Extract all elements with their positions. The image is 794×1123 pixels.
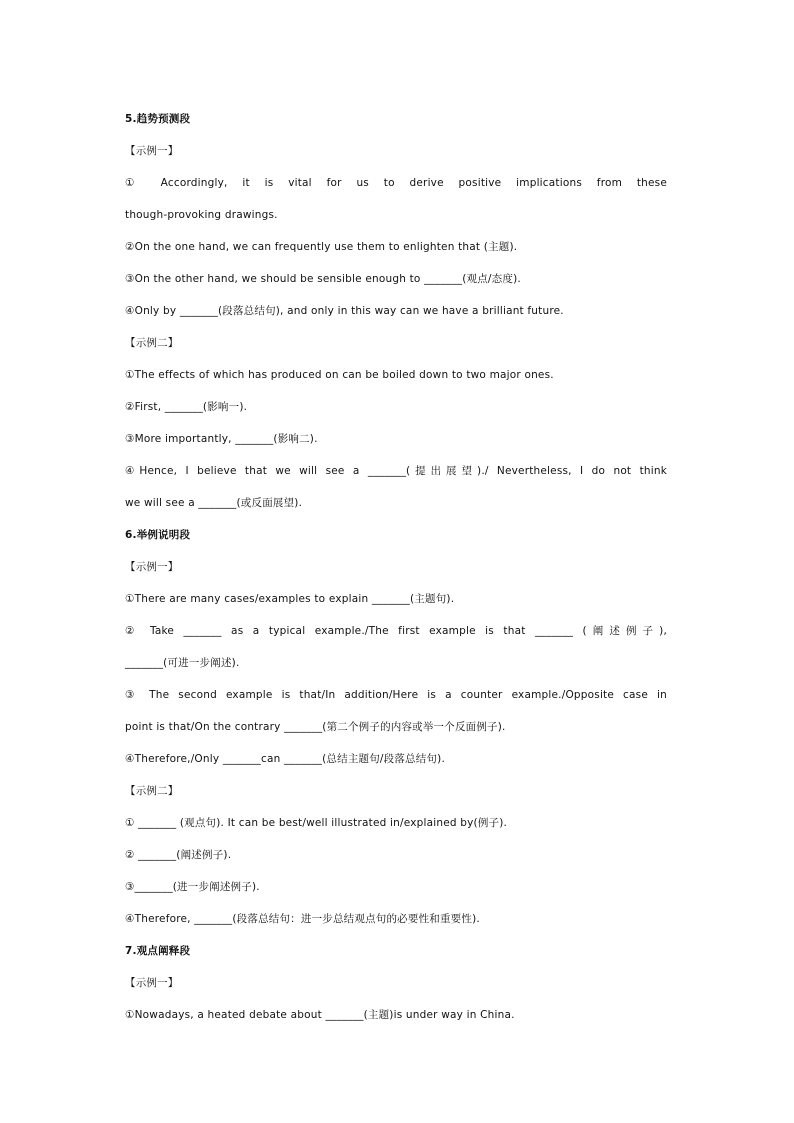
sentence-line: ② _______(阐述例子).: [125, 849, 232, 861]
sentence-line: ③_______(进一步阐述例子).: [125, 881, 260, 893]
sentence-line: ① _______ (观点句). It can be best/well illustrated in/explained by(例子).: [125, 817, 508, 829]
sentence-line: ② Take _______ as a typical example./The first example is that _______ (阐述例子),: [125, 625, 667, 637]
sentence-line: ④Hence, I believe that we will see a _______(提出展望)./ Nevertheless, I do not think: [125, 465, 667, 477]
sentence-line: ④Therefore, _______(段落总结句：进一步总结观点句的必要性和重要性).: [125, 913, 480, 925]
example-label: 【示例一】: [125, 145, 179, 157]
sentence-line: ③More importantly, _______(影响二).: [125, 433, 318, 445]
sentence-line: _______(可进一步阐述).: [125, 657, 240, 669]
section-heading-7: 7.观点阐释段: [125, 945, 191, 957]
sentence-line: we will see a _______(或反面展望).: [125, 497, 303, 509]
sentence-line: point is that/On the contrary _______(第二个例子的内容或举一个反面例子).: [125, 721, 506, 733]
sentence-line: ① Accordingly, it is vital for us to derive positive implications from these: [125, 177, 667, 189]
sentence-line: though-provoking drawings.: [125, 209, 278, 221]
sentence-line: ①The effects of which has produced on can be boiled down to two major ones.: [125, 369, 554, 381]
example-label: 【示例一】: [125, 561, 179, 573]
sentence-line: ③ The second example is that/In addition/Here is a counter example./Opposite case in: [125, 689, 667, 701]
sentence-line: ①Nowadays, a heated debate about _______(主题)is under way in China.: [125, 1009, 515, 1021]
section-heading-6: 6.举例说明段: [125, 529, 191, 541]
sentence-line: ②First, _______(影响一).: [125, 401, 248, 413]
sentence-line: ④Only by _______(段落总结句), and only in this way can we have a brilliant future.: [125, 305, 564, 317]
example-label: 【示例一】: [125, 977, 179, 989]
section-heading-5: 5.趋势预测段: [125, 113, 191, 125]
sentence-line: ③On the other hand, we should be sensible enough to _______(观点/态度).: [125, 273, 521, 285]
example-label: 【示例二】: [125, 785, 179, 797]
sentence-line: ①There are many cases/examples to explain _______(主题句).: [125, 593, 455, 605]
sentence-line: ④Therefore,/Only _______can _______(总结主题句/段落总结句).: [125, 753, 445, 765]
example-label: 【示例二】: [125, 337, 179, 349]
sentence-line: ②On the one hand, we can frequently use them to enlighten that (主题).: [125, 241, 518, 253]
